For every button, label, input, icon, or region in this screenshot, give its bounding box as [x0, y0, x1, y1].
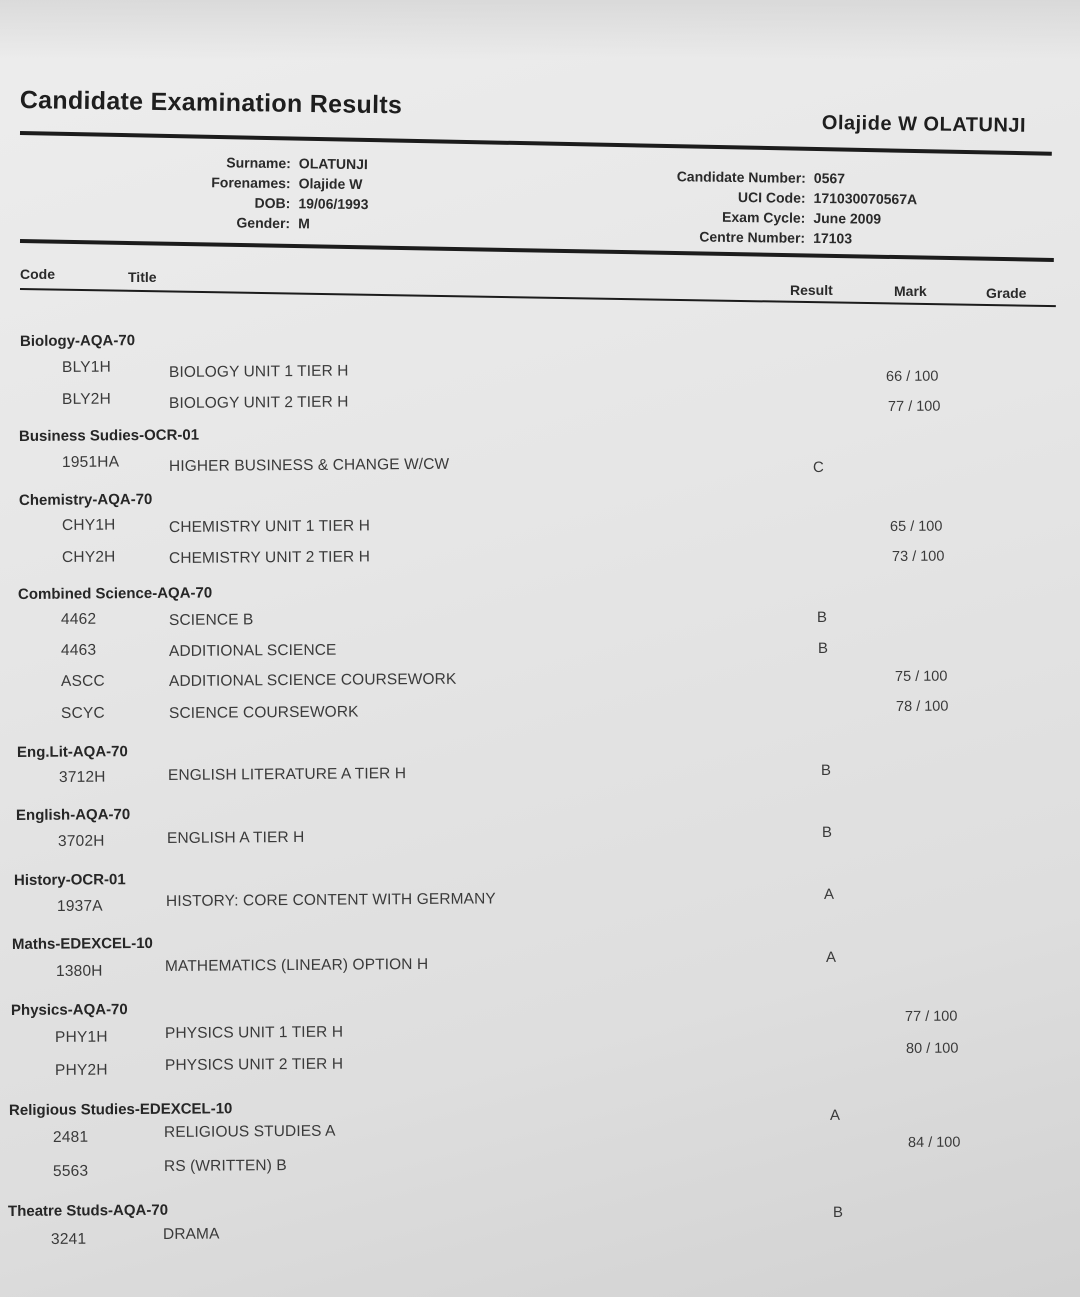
paper-shadow [0, 0, 1080, 60]
personal-details [194, 152, 369, 234]
row-mark: 77 / 100 [904, 1008, 958, 1025]
row-title: ENGLISH A TIER H [166, 828, 305, 847]
row-mark: 66 / 100 [885, 368, 939, 385]
group-heading: Maths-EDEXCEL-10 [11, 934, 153, 953]
group-heading: Theatre Studs-AQA-70 [7, 1201, 169, 1220]
page-title: Candidate Examination Results [19, 86, 403, 120]
group-heading: Combined Science-AQA-70 [17, 584, 213, 603]
row-title: SCIENCE B [168, 611, 254, 629]
dob-label: DOB: [254, 194, 291, 212]
row-mark: 84 / 100 [907, 1134, 961, 1151]
row-code: BLY1H [61, 358, 112, 376]
group-heading: English-AQA-70 [15, 806, 131, 824]
row-code: PHY2H [54, 1061, 108, 1079]
row-result: B [817, 639, 829, 657]
row-code: PHY1H [54, 1028, 108, 1046]
gender-row [194, 212, 368, 234]
group-heading: Religious Studies-EDEXCEL-10 [8, 1100, 233, 1119]
row-result: B [821, 823, 833, 841]
uci-code-label: UCI Code: [737, 189, 806, 206]
forenames-label: Forenames: [211, 174, 291, 192]
row-result: B [820, 761, 832, 779]
row-code: ASCC [60, 672, 105, 690]
dob-value: 19/06/1993 [298, 195, 369, 213]
row-title: BIOLOGY UNIT 1 TIER H [168, 362, 349, 381]
group-heading: History-OCR-01 [13, 871, 126, 889]
centre-number-value: 17103 [813, 229, 853, 247]
exam-details [655, 166, 918, 249]
row-mark: 73 / 100 [891, 548, 945, 565]
centre-number-label: Centre Number: [699, 228, 806, 246]
row-title: ADDITIONAL SCIENCE [168, 641, 337, 660]
row-code: CHY1H [61, 516, 116, 534]
row-mark: 78 / 100 [895, 698, 949, 715]
row-title: HIGHER BUSINESS & CHANGE W/CW [168, 455, 450, 475]
row-result: B [832, 1203, 844, 1221]
row-title: RELIGIOUS STUDIES A [163, 1122, 336, 1141]
row-title: MATHEMATICS (LINEAR) OPTION H [164, 955, 429, 975]
row-result: A [825, 948, 837, 966]
group-heading: Business Sudies-OCR-01 [18, 426, 200, 445]
row-title: DRAMA [162, 1225, 220, 1243]
surname-value: OLATUNJI [298, 155, 368, 173]
row-mark: 77 / 100 [887, 398, 941, 415]
row-title: BIOLOGY UNIT 2 TIER H [168, 393, 349, 412]
row-mark: 65 / 100 [889, 518, 943, 535]
gender-label: Gender: [236, 214, 291, 232]
grade-column-header: Grade [986, 285, 1027, 301]
row-title: RS (WRITTEN) B [163, 1157, 287, 1175]
row-mark: 80 / 100 [905, 1040, 959, 1057]
row-title: ENGLISH LITERATURE A TIER H [167, 765, 407, 784]
row-result: C [812, 458, 824, 476]
row-code: 4463 [60, 641, 97, 659]
group-heading: Biology-AQA-70 [19, 332, 136, 350]
row-result: A [829, 1106, 841, 1124]
group-heading: Eng.Lit-AQA-70 [16, 743, 128, 761]
group-heading: Chemistry-AQA-70 [18, 490, 153, 509]
row-code: 1951HA [61, 453, 120, 471]
exam-cycle-label: Exam Cycle: [722, 208, 806, 226]
mark-column-header: Mark [894, 283, 927, 299]
row-title: PHYSICS UNIT 1 TIER H [164, 1023, 344, 1042]
forenames-row [195, 172, 369, 194]
row-mark: 75 / 100 [894, 668, 948, 685]
surname-label: Surname: [226, 154, 291, 172]
candidate-number-label: Candidate Number: [676, 168, 806, 186]
row-title: SCIENCE COURSEWORK [168, 703, 359, 722]
row-code: 1380H [55, 962, 103, 980]
centre-number-row [655, 226, 917, 249]
result-column-header: Result [790, 282, 833, 298]
uci-code-value: 171030070567A [813, 189, 918, 208]
surname-row [195, 152, 369, 174]
row-code: BLY2H [61, 390, 112, 408]
row-code: 1937A [56, 897, 103, 915]
exam-cycle-value: June 2009 [813, 209, 882, 227]
row-result: A [823, 885, 835, 903]
candidate-number-value: 0567 [813, 169, 846, 187]
gender-value: M [298, 215, 310, 232]
row-code: 5563 [52, 1162, 89, 1180]
code-column-header: Code [20, 266, 55, 282]
row-title: CHEMISTRY UNIT 1 TIER H [168, 517, 371, 536]
row-code: 3241 [50, 1230, 87, 1248]
group-heading: Physics-AQA-70 [10, 1001, 128, 1019]
row-title: ADDITIONAL SCIENCE COURSEWORK [168, 670, 457, 690]
row-code: CHY2H [61, 548, 116, 566]
row-code: 4462 [60, 610, 97, 628]
row-result: B [816, 608, 828, 626]
row-code: 3702H [57, 832, 105, 850]
row-code: 2481 [52, 1128, 89, 1146]
title-column-header: Title [128, 269, 157, 285]
row-code: 3712H [58, 768, 106, 786]
row-title: CHEMISTRY UNIT 2 TIER H [168, 548, 371, 567]
row-title: HISTORY: CORE CONTENT WITH GERMANY [165, 890, 496, 910]
candidate-name-header: Olajide W OLATUNJI [821, 112, 1027, 137]
row-title: PHYSICS UNIT 2 TIER H [164, 1055, 344, 1074]
row-code: SCYC [60, 704, 105, 722]
dob-row [194, 192, 368, 214]
forenames-value: Olajide W [298, 175, 363, 193]
